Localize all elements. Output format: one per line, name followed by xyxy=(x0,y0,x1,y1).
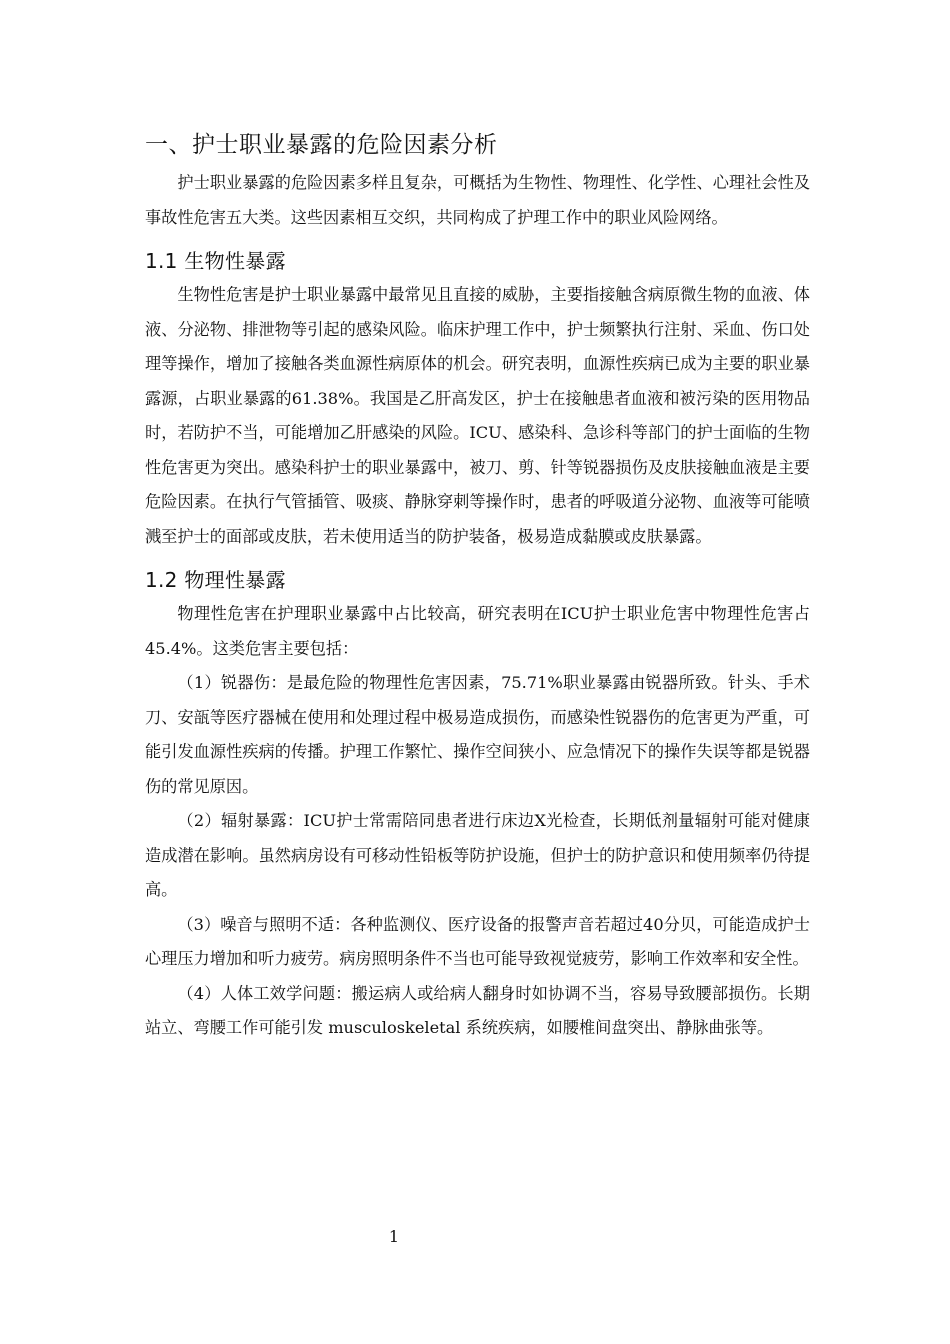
intro-paragraph: 护士职业暴露的危险因素多样且复杂，可概括为生物性、物理性、化学性、心理社会性及事故性危害五大类。这些因素相互交织，共同构成了护理工作中的职业风险网络。 xyxy=(145,173,810,227)
subsection-title-physical: 1.2 物理性暴露 xyxy=(145,568,286,592)
document-body xyxy=(145,128,810,1046)
list-item-sharps-injury: （1）锐器伤：是最危险的物理性危害因素，75.71%职业暴露由锐器所致。针头、手术刀、安瓿等医疗器械在使用和处理过程中极易造成损伤，而感染性锐器伤的危害更为严重，可能引发血源性疾病的传播。护理工作繁忙、操作空间狭小、应急情况下的操作失误等都是锐器伤的常见原因。 xyxy=(145,673,810,796)
biological-paragraph: 生物性危害是护士职业暴露中最常见且直接的威胁，主要指接触含病原微生物的血液、体液、分泌物、排泄物等引起的感染风险。临床护理工作中，护士频繁执行注射、采血、伤口处理等操作，增加了接触各类血源性病原体的机会。研究表明，血源性疾病已成为主要的职业暴露源，占职业暴露的61.38%。我国是乙肝高发区，护士在接触患者血液和被污染的医用物品时，若防护不当，可能增加乙肝感染的风险。ICU、感染科、急诊科等部门的护士面临的生物性危害更为突出。感染科护士的职业暴露中，被刀、剪、针等锐器损伤及皮肤接触血液是主要危险因素。在执行气管插管、吸痰、静脉穿刺等操作时，患者的呼吸道分泌物、血液等可能喷溅至护士的面部或皮肤，若未使用适当的防护装备，极易造成黏膜或皮肤暴露。 xyxy=(145,285,810,546)
list-item-ergonomics: （4）人体工效学问题：搬运病人或给病人翻身时如协调不当，容易导致腰部损伤。长期站立、弯腰工作可能引发 musculoskeletal 系统疾病，如腰椎间盘突出、静脉曲张等。 xyxy=(145,983,810,1037)
section-title: 一、护士职业暴露的危险因素分析 xyxy=(145,132,498,158)
subsection-title-biological: 1.1 生物性暴露 xyxy=(145,249,286,273)
physical-paragraph: 物理性危害在护理职业暴露中占比较高，研究表明在ICU护士职业危害中物理性危害占45.4%。这类危害主要包括： xyxy=(145,604,810,658)
page-number: 1 xyxy=(388,1227,400,1246)
list-item-noise-lighting: （3）噪音与照明不适：各种监测仪、医疗设备的报警声音若超过40分贝，可能造成护士心理压力增加和听力疲劳。病房照明条件不当也可能导致视觉疲劳，影响工作效率和安全性。 xyxy=(145,914,810,968)
list-item-radiation: （2）辐射暴露：ICU护士常需陪同患者进行床边X光检查，长期低剂量辐射可能对健康造成潜在影响。虽然病房设有可移动性铅板等防护设施，但护士的防护意识和使用频率仍待提高。 xyxy=(145,811,810,899)
